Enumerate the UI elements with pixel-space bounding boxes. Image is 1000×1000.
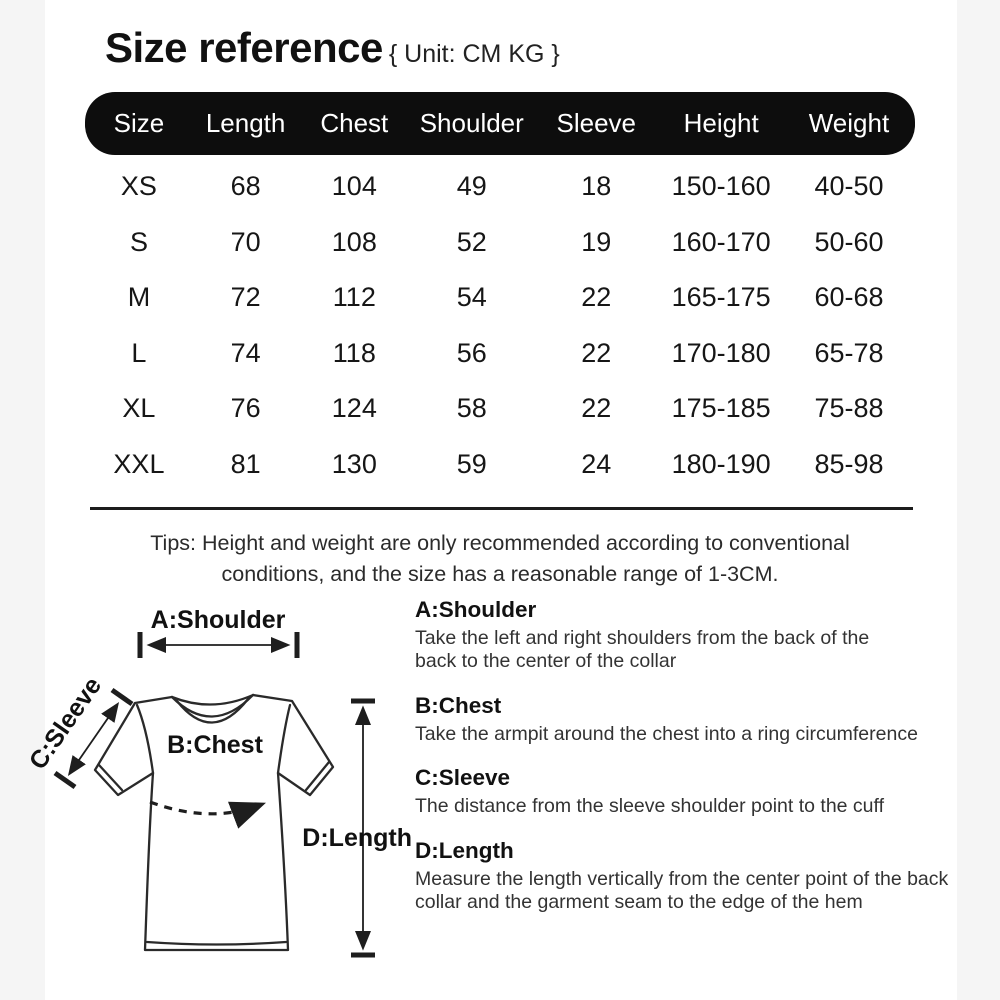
tips-line-1: Tips: Height and weight are only recommended according to conventional	[150, 531, 850, 555]
table-cell: 75-88	[814, 393, 884, 424]
table-cell: 85-98	[814, 448, 884, 479]
table-cell: 58	[456, 393, 487, 424]
guide-title: D:Length	[415, 837, 514, 863]
table-row-s	[85, 215, 915, 271]
chest-dimension-label: B:Chest	[167, 731, 263, 759]
table-cell: 40-50	[814, 171, 884, 202]
size-table-header	[85, 92, 915, 155]
guide-title: A:Shoulder	[415, 597, 537, 622]
shoulder-dimension-label: A:Shoulder	[150, 606, 286, 634]
table-cell: 124	[331, 393, 377, 424]
table-cell: S	[129, 226, 148, 257]
table-cell: 150-160	[671, 171, 771, 202]
col-header-weight: Weight	[808, 108, 890, 138]
size-table-body	[85, 159, 915, 492]
table-cell: 108	[331, 226, 377, 257]
page-title: Size reference	[105, 24, 383, 71]
table-cell: M	[127, 282, 151, 313]
guide-title: B:Chest	[415, 692, 502, 718]
guide-description: Take the left and right shoulders from the back of the back to the center of the collar	[415, 627, 870, 673]
col-header-length: Length	[205, 108, 286, 138]
guide-section-chest	[415, 693, 963, 746]
guide-section-length	[415, 838, 963, 915]
table-cell: 22	[581, 282, 612, 313]
table-row-xs	[85, 159, 915, 215]
table-cell: 160-170	[671, 226, 771, 257]
table-cell: 165-175	[671, 282, 771, 313]
table-cell: 68	[230, 171, 261, 202]
table-row-xxl	[85, 437, 915, 493]
guide-description: The distance from the sleeve shoulder point to the cuff	[415, 795, 884, 818]
table-cell: 175-185	[671, 393, 771, 424]
section-divider	[90, 507, 913, 510]
measurement-guide	[415, 597, 963, 933]
tshirt-measurement-diagram	[20, 595, 420, 995]
table-cell: 74	[230, 337, 261, 368]
sleeve-dimension-label: C:Sleeve	[23, 672, 108, 775]
unit-note: { Unit: CM KG }	[388, 40, 560, 68]
table-cell: 70	[230, 226, 261, 257]
table-cell: 56	[456, 337, 487, 368]
col-header-sleeve: Sleeve	[556, 108, 636, 138]
table-cell: 81	[230, 448, 261, 479]
guide-title: C:Sleeve	[415, 765, 511, 791]
col-header-height: Height	[683, 108, 759, 138]
table-cell: 19	[581, 226, 612, 257]
table-cell: 72	[230, 282, 261, 313]
table-row-xl	[85, 381, 915, 437]
guide-section-shoulder	[415, 597, 963, 674]
table-cell: 112	[332, 282, 376, 313]
table-cell: 118	[332, 337, 376, 368]
table-cell: 54	[456, 282, 487, 313]
table-cell: 104	[331, 171, 377, 202]
table-cell: 170-180	[671, 337, 771, 368]
table-cell: 22	[581, 393, 612, 424]
table-cell: 130	[331, 448, 377, 479]
table-cell: 49	[456, 171, 487, 202]
table-cell: 60-68	[814, 282, 884, 313]
table-cell: XL	[122, 393, 156, 424]
table-cell: XXL	[113, 448, 165, 479]
table-cell: 59	[456, 448, 487, 479]
table-cell: 180-190	[671, 448, 771, 479]
guide-section-sleeve	[415, 765, 963, 818]
length-dimension-label: D:Length	[302, 824, 412, 852]
shoulder-dimension-line	[140, 632, 297, 658]
tips-line-2: conditions, and the size has a reasonable range of 1-3CM.	[221, 562, 779, 587]
tips-note	[85, 528, 915, 590]
guide-description: Take the armpit around the chest into a ring circumference	[415, 722, 918, 745]
table-cell: 76	[230, 393, 261, 424]
table-cell: L	[131, 337, 147, 368]
page-header	[105, 24, 560, 72]
col-header-shoulder: Shoulder	[419, 108, 524, 138]
table-cell: 65-78	[814, 337, 884, 368]
table-cell: 18	[581, 171, 612, 202]
table-cell: 52	[456, 226, 487, 257]
chest-measure-arrow	[150, 802, 260, 814]
col-header-size: Size	[113, 108, 165, 138]
guide-description: Measure the length vertically from the center point of the back collar and the garment seam to the edge of the hem	[415, 867, 949, 913]
col-header-chest: Chest	[320, 108, 389, 138]
table-cell: XS	[120, 171, 157, 202]
table-cell: 22	[581, 337, 612, 368]
table-row-l	[85, 326, 915, 382]
table-row-m	[85, 270, 915, 326]
table-cell: 24	[581, 448, 612, 479]
table-cell: 50-60	[814, 226, 884, 257]
